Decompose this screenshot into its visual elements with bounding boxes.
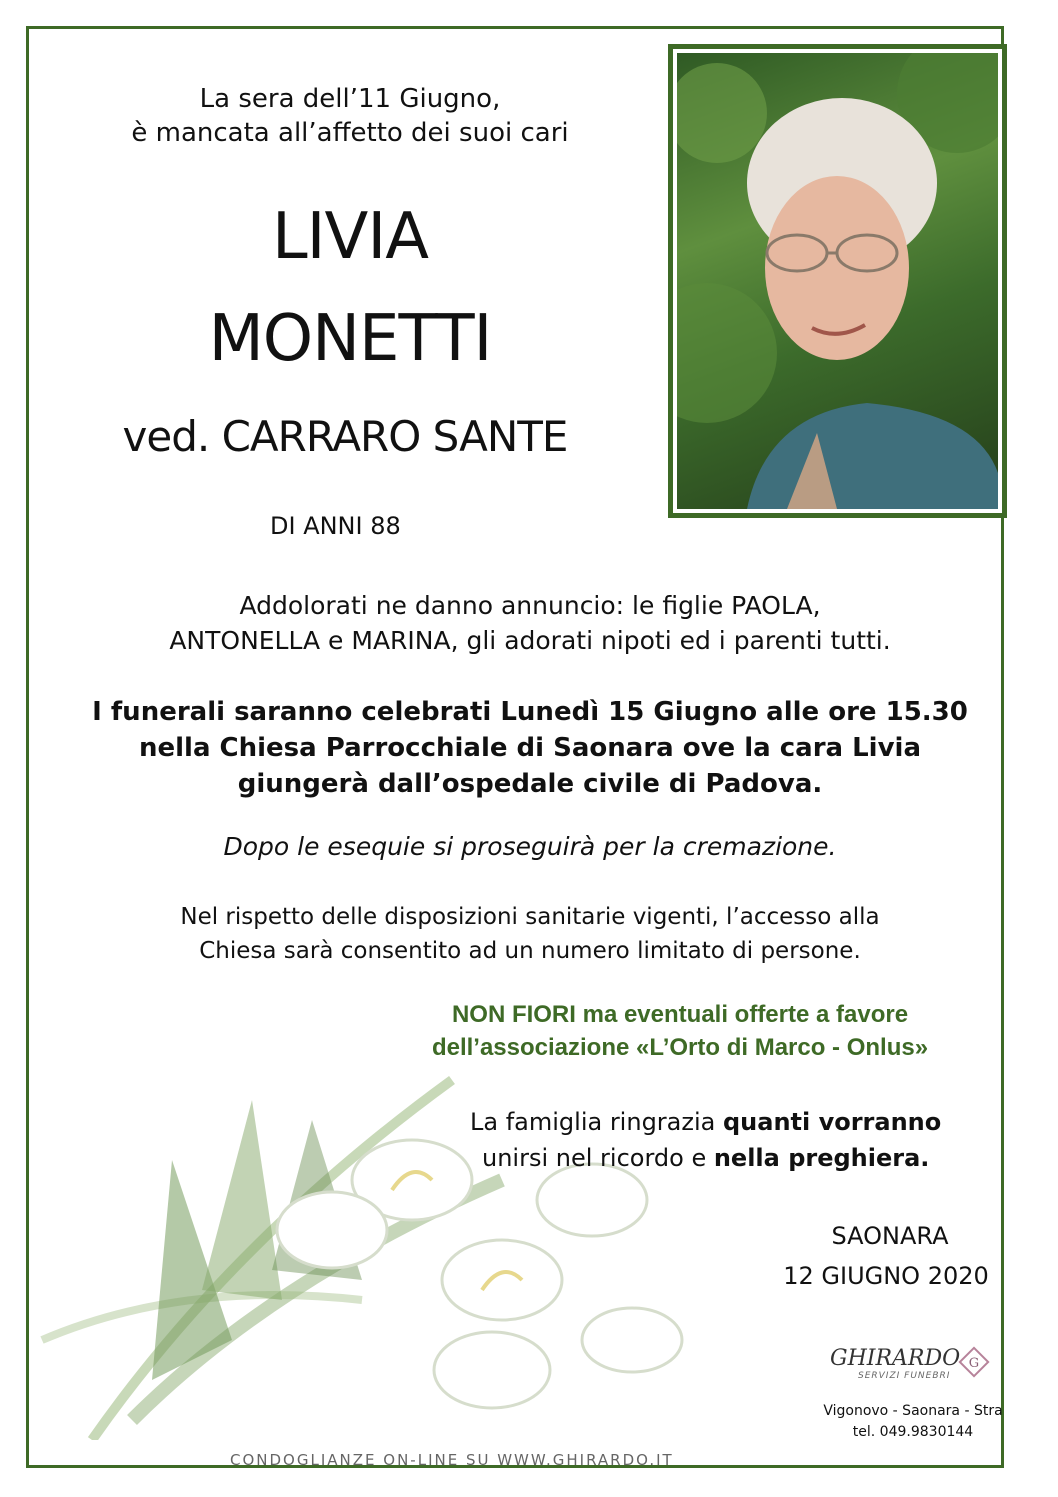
date: 12 GIUGNO 2020 <box>783 1262 989 1290</box>
widow-of: ved. CARRARO SANTE <box>122 412 568 461</box>
thanks-line-1-plain: La famiglia ringrazia <box>470 1108 723 1136</box>
funeral-details <box>70 694 990 802</box>
funeral-home-locations: Vigonovo - Saonara - Stra <box>823 1403 1003 1419</box>
funeral-home-phone: tel. 049.9830144 <box>852 1424 974 1440</box>
no-flowers-line-1: NON FIORI ma eventuali offerte a favore <box>451 1001 909 1028</box>
funeral-home-logo <box>830 1346 1005 1381</box>
funeral-line-3: giungerà dall’ospedale civile di Padova. <box>237 769 823 799</box>
no-flowers-line-2: dell’associazione «L’Orto di Marco - Onlus» <box>431 1034 929 1061</box>
announcement <box>100 588 960 658</box>
funeral-home-subtitle: SERVIZI FUNEBRI <box>858 1371 951 1381</box>
intro-line-1: La sera dell’11 Giugno, <box>199 84 501 114</box>
no-flowers-note <box>380 998 980 1064</box>
deceased-first-name: LIVIA <box>272 200 428 274</box>
thanks-line-2-bold: nella preghiera. <box>713 1144 930 1172</box>
funeral-home-name: GHIRARDO <box>830 1346 961 1371</box>
deceased-last-name: MONETTI <box>208 302 492 376</box>
calla-lily-bouquet-icon <box>32 1040 812 1440</box>
thanks-line-2 <box>482 1140 1058 1176</box>
place: SAONARA <box>831 1222 949 1250</box>
announcement-line-1: Addolorati ne danno annuncio: le figlie PAOLA, <box>239 591 821 620</box>
deceased-age: DI ANNI 88 <box>270 512 401 540</box>
covid-line-1: Nel rispetto delle disposizioni sanitarie vigenti, l’accesso alla <box>180 904 880 930</box>
covid-notice <box>100 900 960 968</box>
place-date <box>760 1216 1020 1296</box>
portrait-photo-image <box>677 53 998 509</box>
portrait-illustration <box>677 53 998 509</box>
family-thanks <box>470 1104 1058 1176</box>
announcement-line-2: ANTONELLA e MARINA, gli adorati nipoti ed i parenti tutti. <box>169 626 891 655</box>
covid-line-2: Chiesa sarà consentito ad un numero limitato di persone. <box>199 938 861 964</box>
portrait-photo <box>668 44 1007 518</box>
svg-text:G: G <box>968 1356 980 1371</box>
ghirardo-logo-mark-icon <box>958 1346 990 1378</box>
thanks-line-2-plain: unirsi nel ricordo e <box>482 1144 714 1172</box>
intro-text <box>100 82 600 150</box>
intro-line-2: è mancata all’affetto dei suoi cari <box>131 118 569 148</box>
funeral-line-2: nella Chiesa Parrocchiale di Saonara ove la cara Livia <box>138 733 922 763</box>
after-rites-note: Dopo le esequie si proseguirà per la cremazione. <box>223 832 837 861</box>
funeral-line-1: I funerali saranno celebrati Lunedì 15 Giugno alle ore 15.30 <box>92 697 968 727</box>
funeral-home-contacts <box>818 1401 1008 1443</box>
thanks-line-1-bold: quanti vorranno <box>722 1108 942 1136</box>
condolences-footer: CONDOGLIANZE ON-LINE SU WWW.GHIRARDO.IT <box>230 1451 674 1469</box>
thanks-line-1 <box>470 1104 1058 1140</box>
